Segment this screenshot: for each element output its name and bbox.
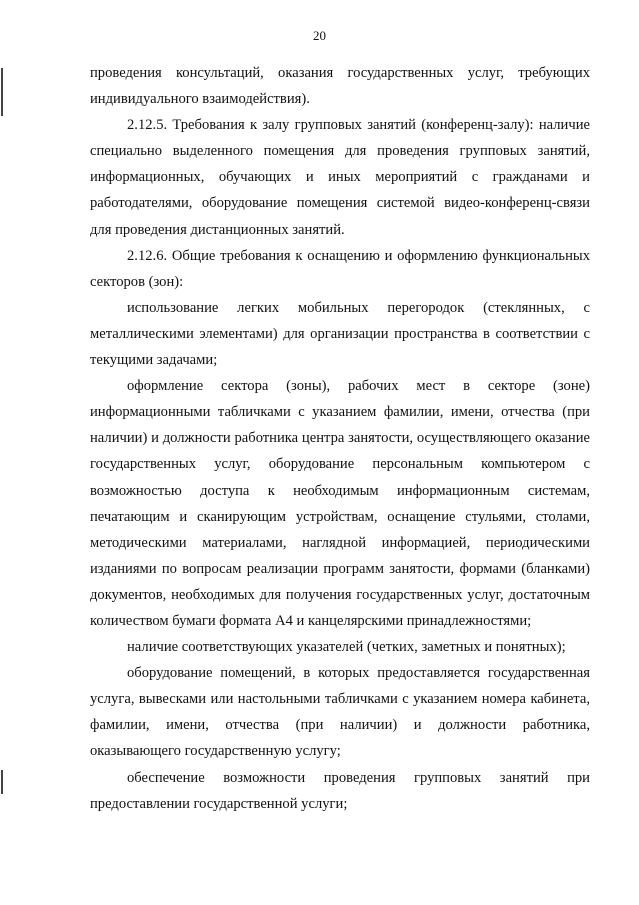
page-number: 20 — [313, 28, 326, 43]
scan-edge-mark-bottom — [1, 770, 3, 794]
list-item-group-sessions: обеспечение возможности проведения групповых занятий при предоставлении государственной услуги; — [90, 769, 590, 812]
paragraph-continuation: проведения консультаций, оказания государственных услуг, требующих индивидуального взаимодействия). — [90, 65, 590, 108]
list-item-sector-design: оформление сектора (зоны), рабочих мест в секторе (зоне) информационными табличками с указанием фамилии, имени, отчества (при наличии) и должности работника центра занятости, осуществляющего оказание государственных услуг, оборудование персональным компьютером с возможностью доступа к необходимым информационным системам, печатающим и сканирующим устройствам, оснащение стульями, столами, методическими материалами, наглядной информацией, периодическими изданиями по вопросам реализации программ занятости, формами (бланками) документов, необходимых для получения государственных услуг, достаточным количеством бумаги формата А4 и канцелярскими принадлежностями; — [90, 378, 590, 629]
document-body — [90, 60, 590, 817]
list-item-room-signboards: оборудование помещений, в которых предоставляется государственная услуга, вывесками или настольными табличками с указанием номера кабинета, фамилии, имени, отчества (при наличии) и должности работника, оказывающего государственную услугу; — [90, 665, 590, 760]
scan-edge-mark-top — [1, 68, 3, 116]
paragraph-2-12-5: 2.12.5. Требования к залу групповых занятий (конференц-залу): наличие специально выделенного помещения для проведения групповых занятий, информационных, обучающих и иных мероприятий с гражданами и работодателями, оборудование помещения системой видео-конференц-связи для проведения дистанционных занятий. — [90, 117, 590, 238]
list-item-signs: наличие соответствующих указателей (четких, заметных и понятных); — [127, 639, 566, 656]
paragraph-2-12-6: 2.12.6. Общие требования к оснащению и оформлению функциональных секторов (зон): — [90, 247, 590, 290]
list-item-partitions: использование легких мобильных перегородок (стеклянных, с металлическими элементами) для организации пространства в соответствии с текущими задачами; — [90, 299, 590, 369]
